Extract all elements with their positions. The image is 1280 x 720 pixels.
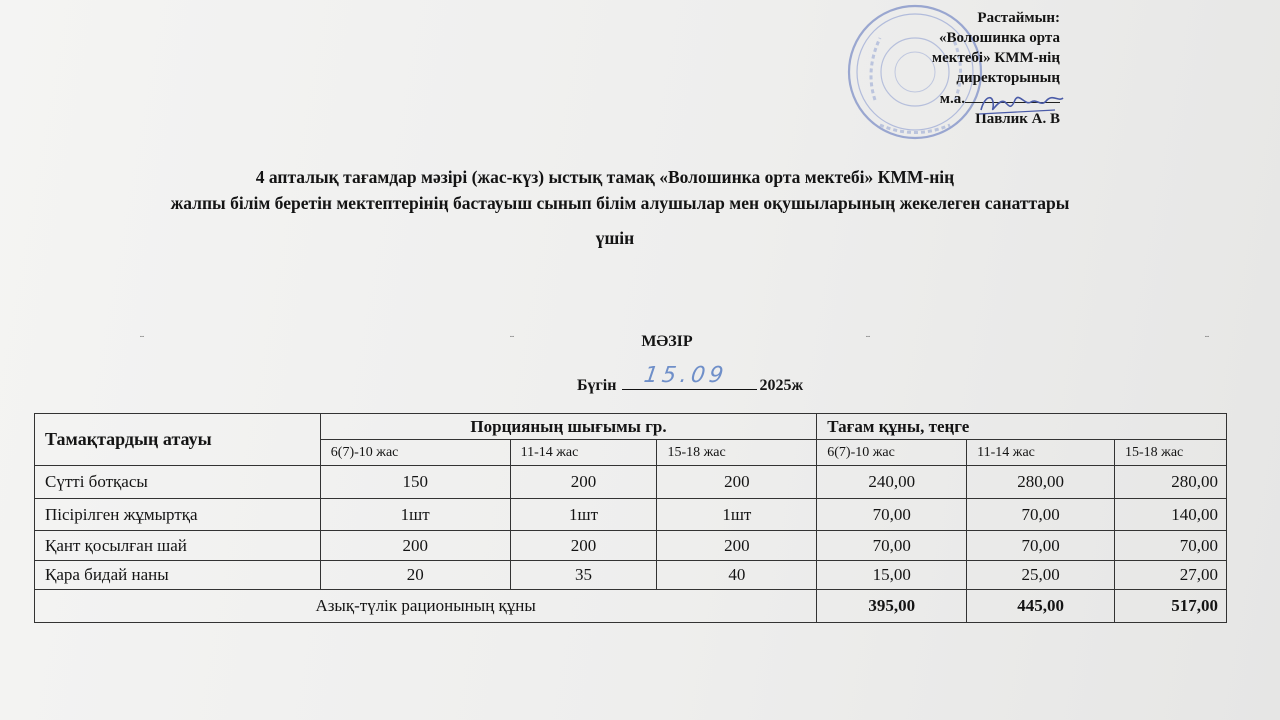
cost-cell: 70,00 xyxy=(967,531,1115,561)
handwritten-signature xyxy=(975,88,1065,120)
total-cost-cell: 445,00 xyxy=(967,590,1115,623)
date-blank xyxy=(622,363,757,390)
approval-line-6: Павлик А. В xyxy=(975,111,1060,127)
portion-cell: 200 xyxy=(657,531,817,561)
approval-line-3: мектебі» КММ-нің xyxy=(931,50,1060,66)
paper-speck: ¨ xyxy=(140,332,144,346)
portion-cell: 20 xyxy=(320,561,510,590)
cost-cell: 240,00 xyxy=(817,466,967,499)
dish-name-cell: Пісірілген жұмыртқа xyxy=(35,499,321,531)
total-cost-cell: 395,00 xyxy=(817,590,967,623)
table-row xyxy=(35,466,1227,499)
table-row xyxy=(35,531,1227,561)
cost-cell: 70,00 xyxy=(817,499,967,531)
total-cost-cell: 517,00 xyxy=(1115,590,1227,623)
subheader-cell: 11-14 жас xyxy=(510,440,657,466)
portion-cell: 1шт xyxy=(320,499,510,531)
portion-cell: 150 xyxy=(320,466,510,499)
portion-cell: 35 xyxy=(510,561,657,590)
dish-name-cell: Сүтті ботқасы xyxy=(35,466,321,499)
subheader-cell: 6(7)-10 жас xyxy=(320,440,510,466)
header-dish-name: Тамақтардың атауы xyxy=(35,414,321,466)
cost-cell: 70,00 xyxy=(1115,531,1227,561)
cost-cell: 280,00 xyxy=(967,466,1115,499)
cost-cell: 15,00 xyxy=(817,561,967,590)
approval-line-5: м.а. xyxy=(939,91,965,107)
portion-cell: 1шт xyxy=(657,499,817,531)
subheader-cell: 6(7)-10 жас xyxy=(817,440,967,466)
paper-speck: ¨ xyxy=(866,332,870,346)
portion-cell: 40 xyxy=(657,561,817,590)
approval-line-2: «Волошинка орта xyxy=(938,30,1060,46)
date-suffix: 2025ж xyxy=(759,377,804,394)
approval-line-4: директорының xyxy=(956,70,1060,86)
table-total-row xyxy=(35,590,1227,623)
paper-speck: ¨ xyxy=(510,332,514,346)
portion-cell: 200 xyxy=(657,466,817,499)
portion-cell: 200 xyxy=(510,531,657,561)
cost-cell: 140,00 xyxy=(1115,499,1227,531)
header-portion-group: Порцияның шығымы гр. xyxy=(320,414,816,440)
total-label: Азық-түлік рационының құны xyxy=(35,590,817,623)
handwritten-date: 15.09 xyxy=(642,363,730,388)
cost-cell: 70,00 xyxy=(967,499,1115,531)
portion-cell: 200 xyxy=(320,531,510,561)
cost-cell: 70,00 xyxy=(817,531,967,561)
subheader-cell: 15-18 жас xyxy=(657,440,817,466)
table-header-row xyxy=(35,414,1227,440)
approval-line-1: Растаймын: xyxy=(977,10,1060,26)
subheader-cell: 11-14 жас xyxy=(967,440,1115,466)
table-row xyxy=(35,499,1227,531)
document-title-line-2: жалпы білім беретін мектептерінің бастауыш сынып білім алушылар мен оқушыларының жекелеген санаттары xyxy=(170,193,1070,213)
header-cost-group: Тағам құны, теңге xyxy=(817,414,1227,440)
cost-cell: 280,00 xyxy=(1115,466,1227,499)
paper-speck: ¨ xyxy=(1205,332,1209,346)
cost-cell: 27,00 xyxy=(1115,561,1227,590)
menu-heading: МӘЗІР xyxy=(641,333,693,350)
table-row xyxy=(35,561,1227,590)
portion-cell: 1шт xyxy=(510,499,657,531)
cost-cell: 25,00 xyxy=(967,561,1115,590)
date-prefix: Бүгін xyxy=(576,377,617,394)
dish-name-cell: Қант қосылған шай xyxy=(35,531,321,561)
dish-name-cell: Қара бидай наны xyxy=(35,561,321,590)
document-title-line-3: үшін xyxy=(595,228,635,248)
subheader-cell: 15-18 жас xyxy=(1115,440,1227,466)
date-line xyxy=(50,363,1280,395)
document-title-line-1: 4 апталық тағамдар мәзірі (жас-күз) ыстық тамақ «Волошинка орта мектебі» КММ-нің xyxy=(255,167,955,187)
menu-table xyxy=(34,413,1227,623)
portion-cell: 200 xyxy=(510,466,657,499)
